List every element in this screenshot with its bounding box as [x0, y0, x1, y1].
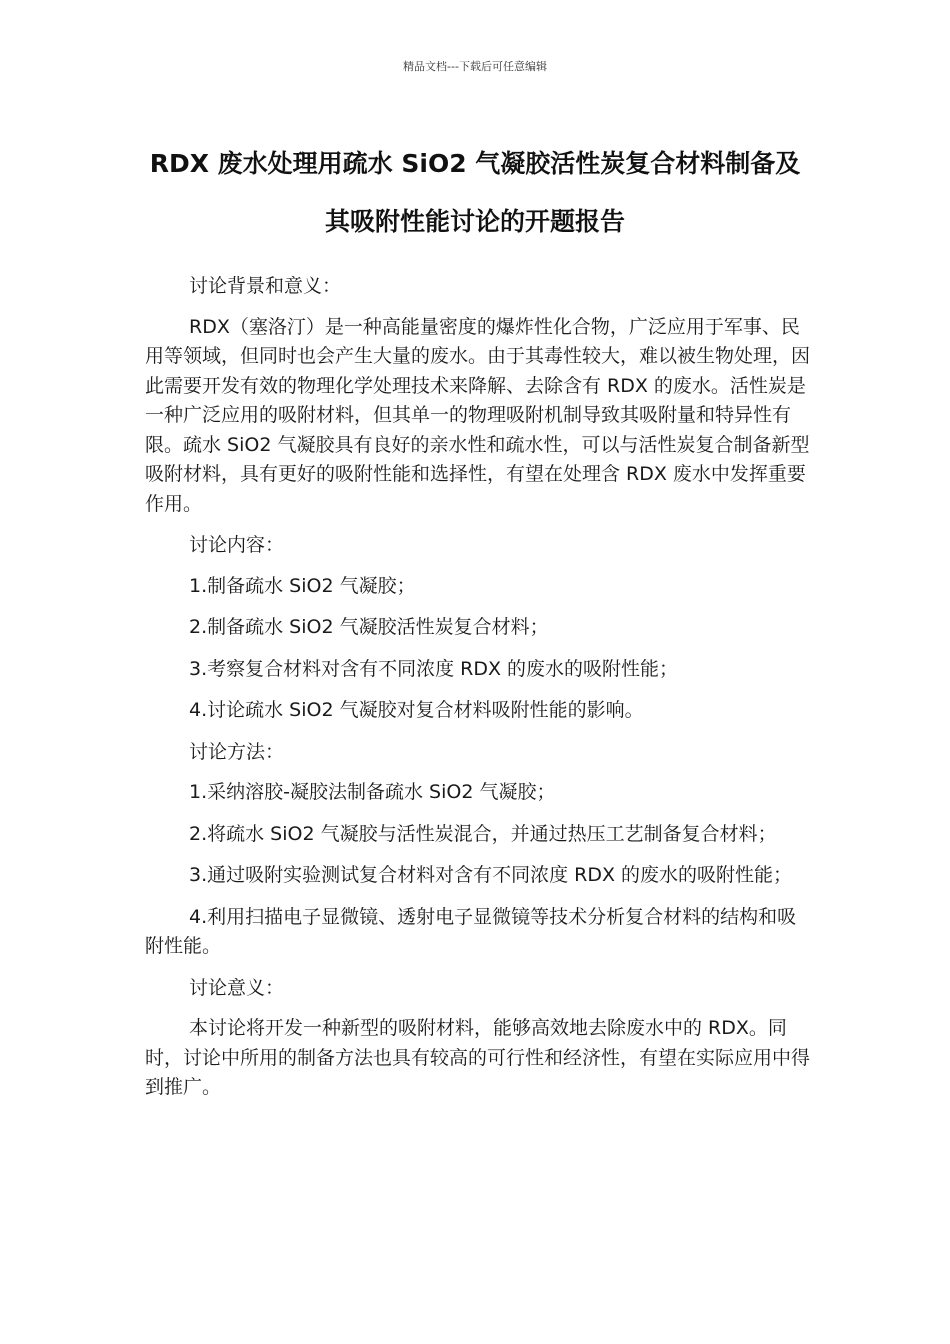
- section-heading-methods: 讨论方法：: [189, 740, 285, 763]
- document-title: RDX 废水处理用疏水 SiO2 气凝胶活性炭复合材料制备及其吸附性能讨论的开题报告: [149, 149, 801, 236]
- method-item-3: 3.通过吸附实验测试复合材料对含有不同浓度 RDX 的废水的吸附性能；: [189, 864, 793, 886]
- section-heading-content: 讨论内容：: [189, 534, 285, 556]
- content-item-1: 1.制备疏水 SiO2 气凝胶；: [189, 574, 416, 597]
- background-paragraph: RDX（塞洛汀）是一种高能量密度的爆炸性化合物，广泛应用于军事、民用等领域，但同时也会产生大量的废水。由于其毒性较大，难以被生物处理，因此需要开发有效的物理化学处理技术来降解、去除含有 RDX 的废水。活性炭是一种广泛应用的吸附材料，但其单一的物理吸附机制导致其吸附量和特异性有限。疏水 SiO2 气凝胶具有良好的亲水性和疏水性，可以与活性炭复合制备新型吸附材料，具有更好的吸附性能和选择性，有望在处理含 RDX 废水中发挥重要作用。: [145, 315, 811, 515]
- section-heading-background: 讨论背景和意义：: [189, 275, 342, 297]
- section-heading-significance: 讨论意义：: [189, 976, 285, 999]
- document-body: [145, 272, 810, 1115]
- significance-paragraph: 本讨论将开发一种新型的吸附材料，能够高效地去除废水中的 RDX。同时，讨论中所用的制备方法也具有较高的可行性和经济性，有望在实际应用中得到推广。: [145, 1017, 811, 1098]
- content-item-4: 4.讨论疏水 SiO2 气凝胶对复合材料吸附性能的影响。: [189, 699, 644, 721]
- method-item-1: 1.采纳溶胶-凝胶法制备疏水 SiO2 气凝胶；: [189, 781, 556, 803]
- method-item-4: 4.利用扫描电子显微镜、透射电子显微镜等技术分析复合材料的结构和吸附性能。: [145, 905, 797, 957]
- header-note: 精品文档---下载后可任意编辑: [403, 60, 547, 73]
- content-item-3: 3.考察复合材料对含有不同浓度 RDX 的废水的吸附性能；: [189, 657, 679, 680]
- content-item-2: 2.制备疏水 SiO2 气凝胶活性炭复合材料；: [189, 616, 549, 638]
- method-item-2: 2.将疏水 SiO2 气凝胶与活性炭混合，并通过热压工艺制备复合材料；: [189, 822, 777, 845]
